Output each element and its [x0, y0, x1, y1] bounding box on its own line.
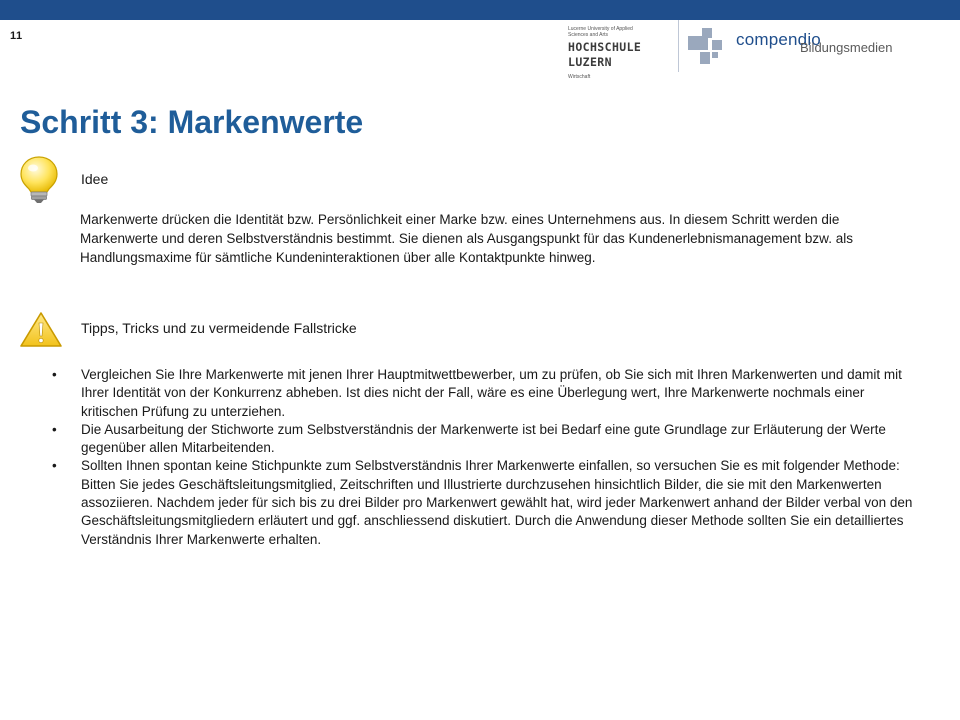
- tips-label: Tipps, Tricks und zu vermeidende Fallstricke: [81, 320, 357, 336]
- compendio-mark-icon: [688, 28, 722, 66]
- hslu-name-line2: LUZERN: [568, 55, 612, 69]
- compendio-logo: [688, 28, 908, 72]
- page-number: 11: [10, 30, 23, 42]
- header-divider: [678, 20, 679, 72]
- list-item-text: Die Ausarbeitung der Stichworte zum Selbstverständnis der Markenwerte ist bei Bedarf eine gute Grundlage zur Erläuterung der Werte gegenüber allen Mitarbeitenden.: [81, 421, 886, 456]
- hslu-department: Wirtschaft: [568, 74, 591, 80]
- warning-icon: [19, 311, 63, 349]
- compendio-name: compendio: [736, 30, 821, 49]
- bullet-marker: •: [52, 458, 57, 474]
- hslu-logo: [568, 26, 641, 80]
- list-item: [52, 457, 922, 548]
- list-item-text: Vergleichen Sie Ihre Markenwerte mit jenen Ihrer Hauptmitwettbewerber, um zu prüfen, ob Sie sich mit Ihren Markenwerten und damit mit Ihrer Identität von der Konkurrenz abheben. Ist dies nicht der Fall, wäre es eine Überlegung wert, Ihre Markenwerte nochmals einer kritischen Prüfung zu unterziehen.: [81, 367, 902, 419]
- tips-list: [52, 366, 922, 549]
- list-item: [52, 421, 922, 458]
- bullet-marker: •: [52, 421, 57, 437]
- lightbulb-icon: [18, 155, 60, 205]
- slide-title: Schritt 3: Markenwerte: [20, 104, 364, 140]
- compendio-subtitle: Bildungsmedien: [800, 40, 893, 55]
- bullet-marker: •: [52, 367, 57, 382]
- idea-label: Idee: [81, 171, 109, 187]
- list-item-text: Sollten Ihnen spontan keine Stichpunkte zum Selbstverständnis Ihrer Markenwerte einfallen, so versuchen Sie es mit folgender Methode: Bitten Sie jedes Geschäftsleitungsmitglied, Zeitschriften und Illustrierte durchzusehen hinsichtlich Bilder, die sie mit den Markenwerten assoziieren. Nachdem jeder für sich bis zu drei Bilder pro Markenwert gewählt hat, wird jeder Markenwert anhand der Bilder verbal von den Geschäftsleitungsmitgliedern erläutert und ggf. anschliessend diskutiert. Durch die Anwendung dieser Methode sollten Sie ein detailliertes Verständnis Ihrer Markenwerte erhalten.: [81, 458, 913, 547]
- list-item: [52, 366, 922, 421]
- idea-text: Markenwerte drücken die Identität bzw. Persönlichkeit einer Marke bzw. eines Unternehmens aus. In diesem Schritt werden die Markenwerte und deren Selbstverständnis bestimmt. Sie dienen als Ausgangspunkt für das Kundenerlebnismanagement bzw. als Handlungsmaxime für sämtliche Kundeninteraktionen über alle Kontaktpunkte hinweg.: [80, 212, 853, 265]
- top-bar: [0, 0, 960, 20]
- hslu-name-line1: HOCHSCHULE: [568, 40, 642, 54]
- hslu-tagline: Lucerne University of Applied Sciences and Arts: [568, 26, 633, 38]
